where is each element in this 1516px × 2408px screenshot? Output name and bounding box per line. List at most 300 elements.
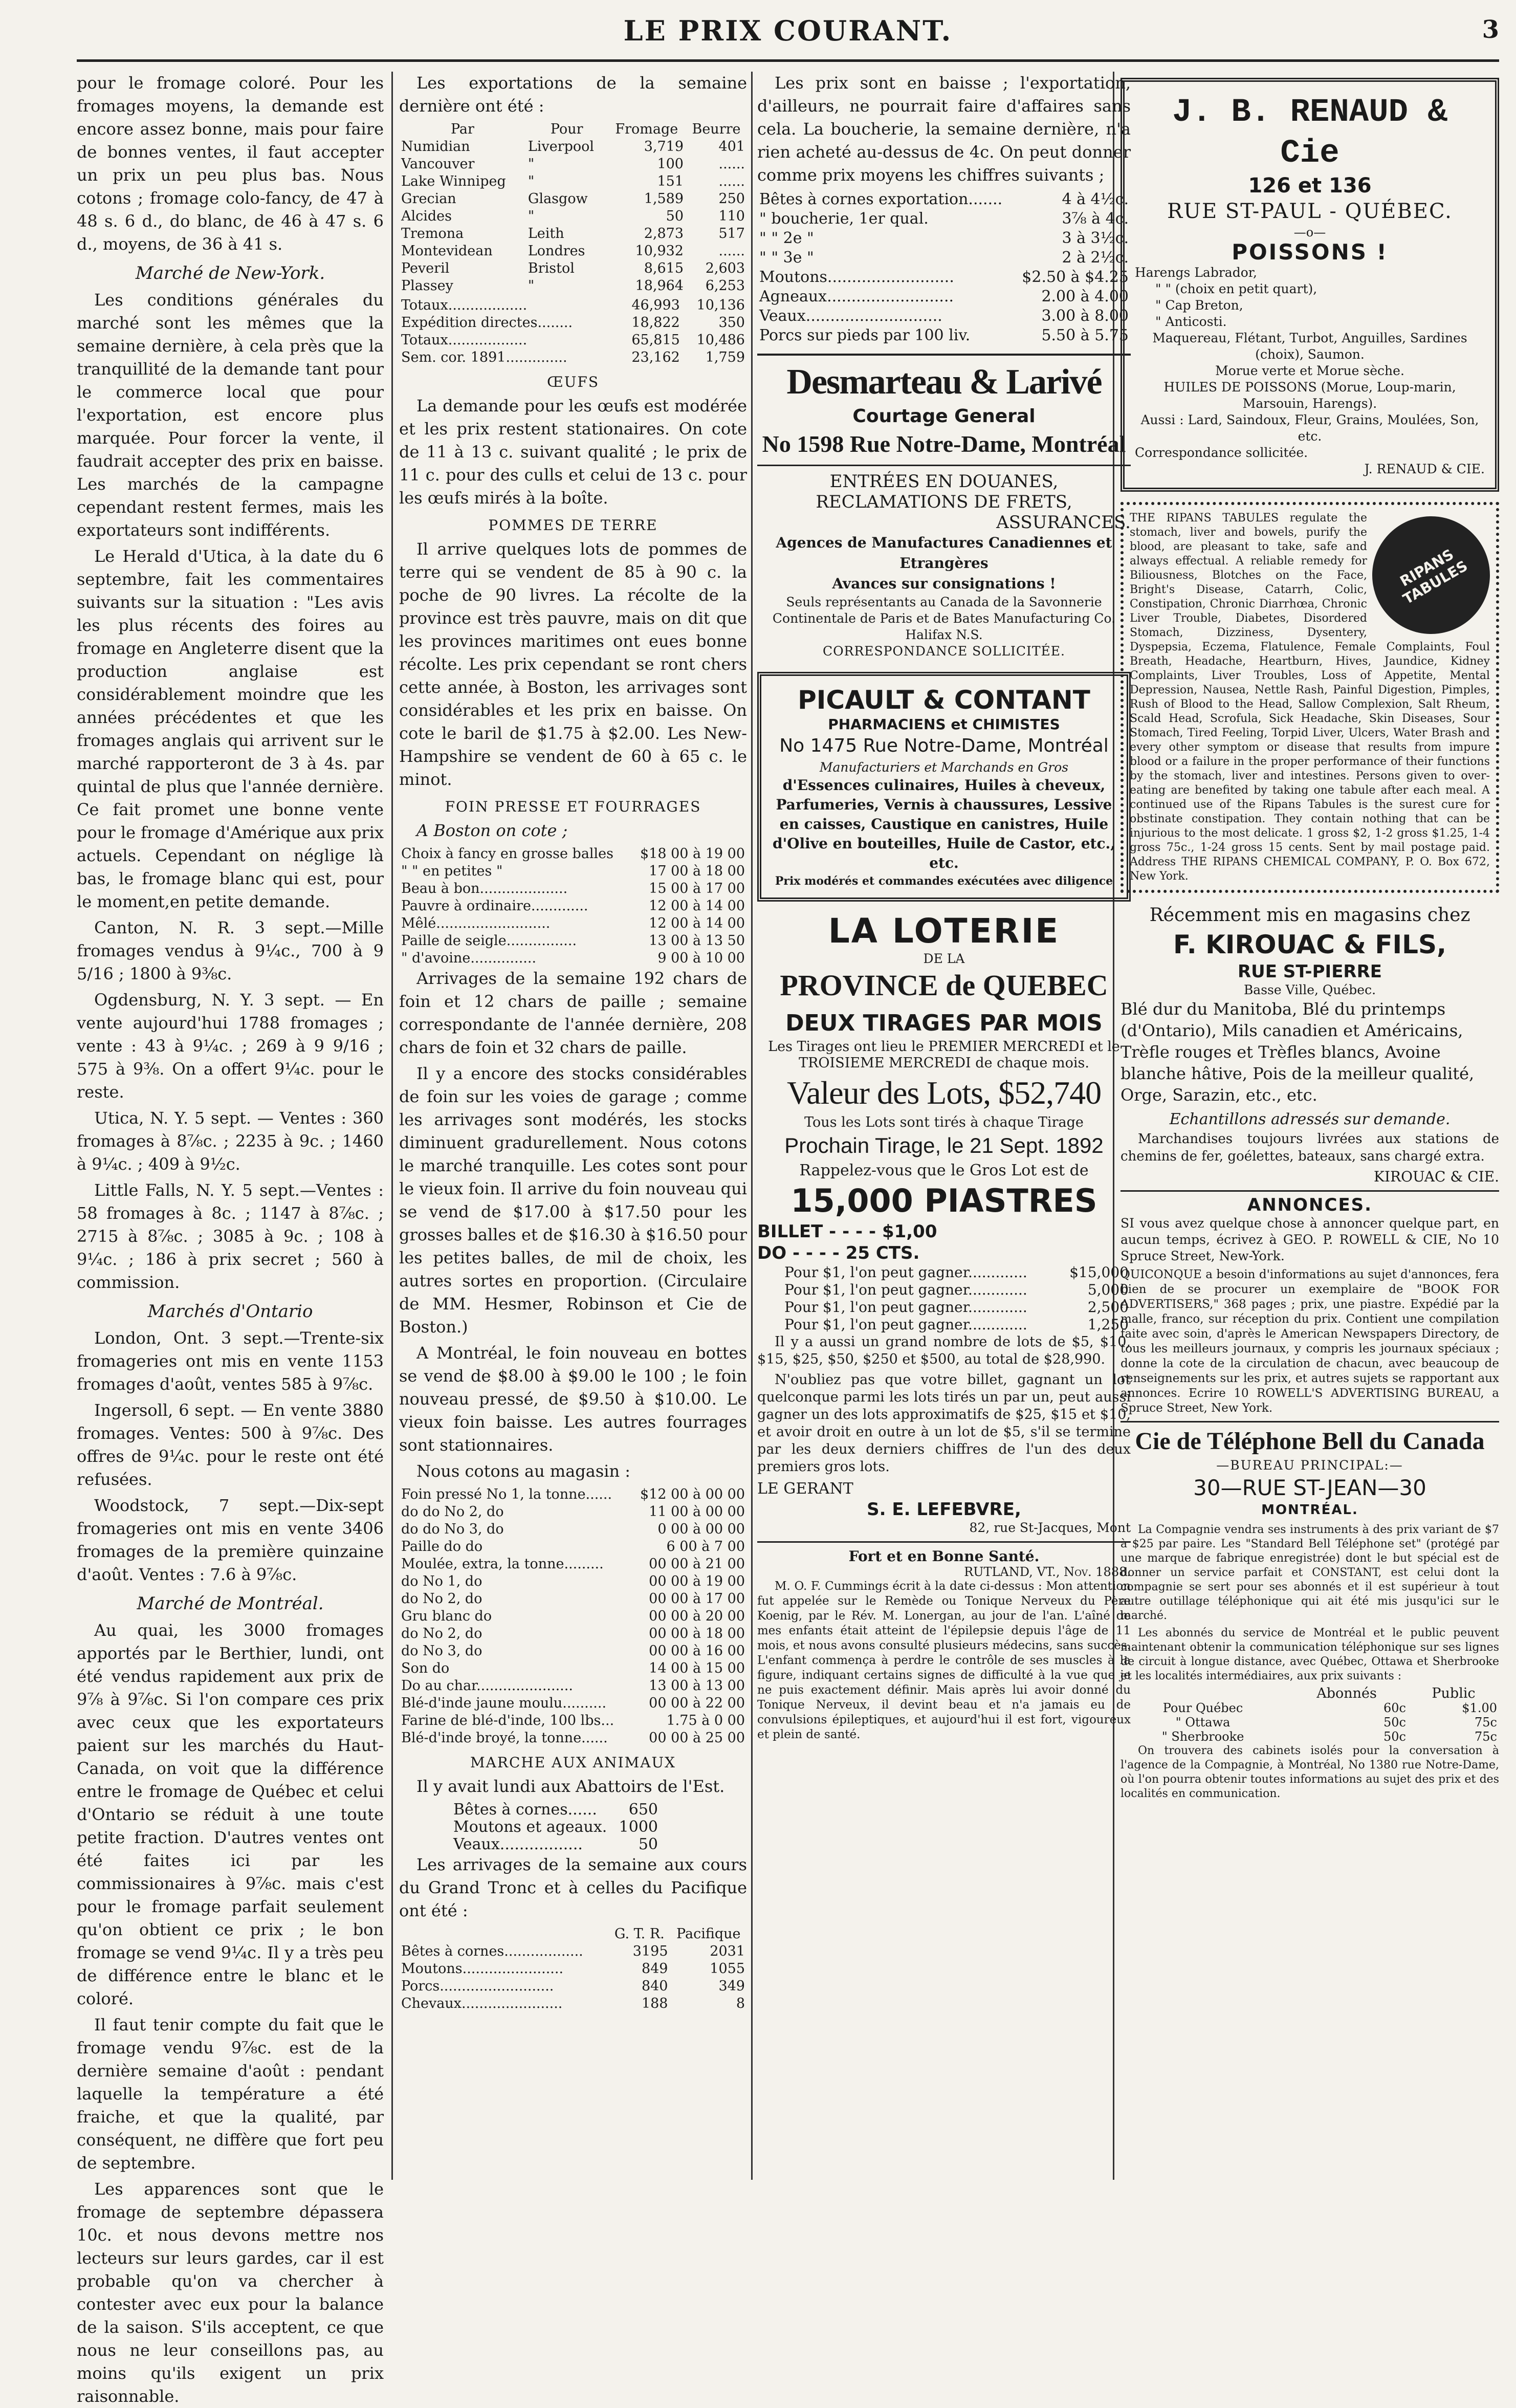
table-cell: 18,964 — [635, 278, 684, 294]
table-cell: 4 à 4½c. — [1062, 190, 1129, 208]
table-cell: 1000 — [619, 1818, 658, 1836]
table-row — [399, 1556, 747, 1573]
table-cell: Pour $1, l'on peut gagner............. — [784, 1299, 1027, 1316]
table-cell: Londres — [528, 243, 585, 259]
table-cell: 13 00 à 13 00 — [649, 1678, 745, 1694]
table-cell: Leith — [528, 226, 564, 242]
table-row — [399, 332, 747, 349]
ad-line: LE GERANT — [757, 1480, 853, 1498]
table-cell: Beau à bon.................... — [401, 881, 568, 896]
table-cell: 00 00 à 21 00 — [649, 1556, 745, 1572]
table-row — [399, 950, 747, 967]
paragraph: La demande pour les œufs est modérée et les prix restent stationaires. On cote de 11 à 13 c. suivant qualité ; le prix de 11 c. pour des culls et celui de 13 c. pour les œufs mirés à la boîte. — [399, 396, 747, 508]
column-4 — [1120, 72, 1499, 2180]
table-row — [757, 307, 1131, 326]
table-cell: $1.00 — [1462, 1701, 1497, 1715]
table-header-cell: Public — [1432, 1685, 1476, 1701]
arrivals-rows — [399, 1943, 747, 2012]
exports-totals — [399, 297, 747, 366]
table-cell: ...... — [718, 156, 745, 172]
table-cell: 00 00 à 16 00 — [649, 1643, 745, 1659]
table-cell: Veaux................. — [453, 1835, 583, 1853]
ad-line: Tous les Lots sont tirés à chaque Tirage — [804, 1114, 1084, 1130]
table-cell: 3195 — [632, 1943, 668, 1959]
table-cell: Bêtes à cornes.................. — [401, 1943, 583, 1959]
table-cell: Paille de seigle................ — [401, 933, 577, 949]
ad-address: No 1598 Rue Notre-Dame, Montréal — [762, 431, 1126, 457]
ad-line: RECLAMATIONS DE FRETS, — [816, 492, 1072, 512]
table-row — [399, 1608, 747, 1625]
rates-rows — [1120, 1701, 1499, 1744]
paragraph: La Compagnie vendra ses instruments à des prix variant de $7 à $25 par paire. Les "Standard Bell Téléphone set" (protégé par une marque de fabrique enregistrée) dont le but spécial est de donner un service parfait et CONSTANT, est celui dont la compagnie se sert pour ses abonnés et il est supérieur à tout autre outillage téléphonique qui ait été mis jusqu'ici sur le marché. — [1120, 1523, 1499, 1622]
column-3 — [757, 72, 1131, 2180]
table-cell: Totaux.................. — [401, 297, 528, 313]
ad-line: " Anticosti. — [1155, 314, 1227, 329]
table-cell: 2 à 2½c. — [1062, 249, 1129, 267]
paragraph: Les conditions générales du marché sont les mêmes que la semaine dernière, à cela près que la tranquillité de la demande tant pour le commerce local que pour l'exportation, est encore plus marquée. Pour forcer la vente, il faudrait accepter des prix en baisse. Les marchés de la campagne cependant restent fermes, mais les exportateurs sont indifférents. — [77, 290, 384, 540]
ad-line: " " (choix en petit quart), — [1155, 281, 1317, 296]
table-cell: 50c — [1383, 1715, 1406, 1730]
table-row — [399, 260, 747, 277]
table-cell: Sem. cor. 1891.............. — [401, 349, 567, 365]
paragraph: pour le fromage coloré. Pour les fromages moyens, la demande est encore assez bonne, mais pour faire de bonnes ventes, il faut accepter un prix un peu plus bas. Nous cotons ; fromage colo-fancy, de 47 à 48 s. 6 d., do blanc, de 46 à 47 s. 6 d., moyens, de 36 à 41 s. — [77, 73, 384, 254]
paragraph: Arrivages de la semaine 192 chars de foin et 12 chars de paille ; semaine correspondante de l'année dernière, 208 chars de foin et 32 chars de paille. — [399, 969, 747, 1057]
table-row — [757, 326, 1131, 345]
ad-title: Desmarteau & Larivé — [786, 362, 1102, 402]
paragraph: Blé dur du Manitoba, Blé du printemps (d'Ontario), Mils canadien et Américains, Trèfle rouges et Trèfles blancs, Avoine blanche hâtive, Pois de la meilleur qualité, Orge, Sarazin, etc., etc. — [1120, 999, 1475, 1105]
table-row — [399, 349, 747, 366]
table-row — [399, 1486, 747, 1503]
table-cell: " — [528, 156, 535, 172]
paragraph: SI vous avez quelque chose à annoncer quelque part, en aucun temps, écrivez à GEO. P. ROWELL & CIE, No 10 Spruce Street, New-York. — [1120, 1216, 1499, 1263]
table-cell: Bêtes à cornes exportation....... — [759, 190, 1003, 208]
ad-line: Manufacturiers et Marchands en Gros — [819, 760, 1069, 775]
paragraph: Il y a aussi un grand nombre de lots de $5, $10, $15, $25, $50, $250 et $500, au total de $28,990. — [757, 1334, 1131, 1367]
ad-bell — [1120, 1426, 1499, 1801]
table-cell: ...... — [718, 243, 745, 259]
rates-table — [1120, 1687, 1499, 1744]
table-cell: " — [528, 173, 535, 189]
ad-line: Les Tirages ont lieu le PREMIER MERCREDI et le TROISIEME MERCREDI de chaque mois. — [768, 1039, 1120, 1071]
paragraph: Nous cotons au magasin : — [416, 1461, 631, 1481]
ad-line: 126 et 136 — [1248, 174, 1372, 198]
table-cell: 50 — [638, 1835, 658, 1853]
ad-ripans — [1120, 502, 1499, 893]
table-cell: Mêlé.......................... — [401, 915, 551, 931]
table-row — [399, 297, 747, 314]
paragraph: Ingersoll, 6 sept. — En vente 3880 fromages. Ventes: 500 à 9⅞c. Des offres de 9¼c. pour le reste ont été refusées. — [77, 1400, 384, 1489]
exports-total-rows — [399, 297, 747, 366]
ad-line: Maquereau, Flétant, Turbot, Anguilles, Sardines (choix), Saumon. — [1152, 331, 1467, 362]
paragraph: M. O. F. Cummings écrit à la date ci-dessus : Mon attention fut appelée sur le Remède ou Tonique Nerveux du Père Koenig, par le Rév. M. Lonergan, au jour de l'an. L'aîné de mes enfants était atteint de l'épilepsie depuis l'âge de 11 mois, et nous avons consulté plusieurs médecins, sans succès. L'enfant commença à perdre le contrôle de ses muscles à la figure, indiquant certains signes de difficulté à la vue que je ne puis exactement définir. Mais après lui avoir donné du Tonique Nerveux, il devint beau et n'a jamais eu de convulsions épileptiques, et aujourd'hui il est fort, vigoureux et plein de santé. — [757, 1580, 1131, 1741]
table-cell: $12 00 à 00 00 — [640, 1486, 745, 1502]
table-cell: 350 — [718, 315, 745, 331]
ad-line: BILLET - - - - $1,00 — [757, 1221, 937, 1242]
table-cell: 250 — [718, 191, 745, 207]
table-row — [399, 208, 747, 225]
table-cell: $15,000 — [1069, 1264, 1129, 1281]
table-cell: Pour $1, l'on peut gagner............. — [784, 1264, 1027, 1281]
table-row — [399, 225, 747, 243]
table-header-cell: Fromage — [615, 121, 678, 137]
table-cell: " Ottawa — [1175, 1715, 1231, 1730]
divider — [1120, 1190, 1499, 1192]
table-header-row — [399, 121, 747, 138]
table-header-cell: Pacifique — [676, 1926, 741, 1942]
paragraph: On trouvera des cabinets isolés pour la conversation à l'agence de la Compagnie, à Montréal, No 1380 rue Notre-Dame, où l'on pourra obtenir toutes informations au sujet des prix et des localités en communication. — [1120, 1744, 1499, 1800]
table-cell: " boucherie, 1er qual. — [759, 210, 929, 228]
table-cell: 1,250 — [1087, 1316, 1129, 1333]
table-cell: do do No 3, do — [401, 1521, 504, 1537]
table-row — [399, 897, 747, 915]
table-row — [1120, 1715, 1499, 1730]
table-cell: Veaux............................ — [759, 307, 942, 325]
divider — [1120, 1421, 1499, 1422]
table-header-cell: Pour — [550, 121, 583, 137]
ad-line: Prochain Tirage, le 21 Sept. 1892 — [784, 1133, 1104, 1157]
annonces — [1120, 1195, 1499, 1416]
table-cell: 12 00 à 14 00 — [649, 915, 745, 931]
table-cell: " " en petites " — [401, 863, 503, 879]
table-cell: do No 3, do — [401, 1643, 482, 1659]
table-cell: 9 00 à 10 00 — [657, 950, 745, 966]
paragraph: Il y a encore des stocks considérables de foin sur les voies de garage ; comme les arrivages sont modérés, les stocks diminuent gradurellement. Nous cotons le marché tranquille. Les cotes sont pour le vieux foin. Il arrive du foin nouveau qui se vend de $17.00 à $17.50 pour les grosses balles et de $16.30 à $16.50 pour les petites balles, de mil de choix, les autres sortes en proportion. (Circulaire de MM. Hesmer, Robinson et Cie de Boston.) — [399, 1064, 747, 1337]
table-row — [399, 1643, 747, 1660]
table-row — [399, 915, 747, 932]
table-cell: 2.00 à 4.00 — [1041, 288, 1129, 305]
table-cell: Plassey — [401, 278, 453, 294]
divider — [757, 354, 1131, 356]
table-header-cell: Beurre — [692, 121, 741, 137]
table-row — [399, 1503, 747, 1521]
section-heading: ŒUFS — [546, 374, 600, 390]
ad-kirouac — [1120, 903, 1499, 1185]
table-header-cell — [1120, 1687, 1285, 1701]
ad-line: MONTRÉAL. — [1261, 1502, 1358, 1518]
table-cell: 840 — [641, 1978, 668, 1994]
table-row — [399, 1660, 747, 1677]
table-cell: Agneaux.......................... — [759, 288, 954, 305]
table-cell: Do au char...................... — [401, 1678, 573, 1694]
table-cell: do No 2, do — [401, 1591, 482, 1607]
table-cell: 75c — [1475, 1730, 1497, 1744]
table-row — [399, 1695, 747, 1712]
exports-rows — [399, 138, 747, 295]
table-header-cell: G. T. R. — [614, 1926, 665, 1942]
table-cell: 00 00 à 25 00 — [649, 1730, 745, 1746]
ad-title: F. KIROUAC & FILS, — [1173, 930, 1447, 959]
table-cell: 00 00 à 17 00 — [649, 1591, 745, 1607]
ad-line: KIROUAC & CIE. — [1374, 1168, 1499, 1185]
table-cell: 5.50 à 5.75 — [1041, 326, 1129, 344]
paragraph: Canton, N. R. 3 sept.—Mille fromages vendus à 9¼c., 700 à 9 5/16 ; 1800 à 9⅜c. — [77, 918, 384, 983]
paragraph: London, Ont. 3 sept.—Trente-six fromageries ont mis en vente 1153 fromages d'août, ventes 585 à 9⅞c. — [77, 1328, 384, 1394]
ad-address: No 1475 Rue Notre-Dame, Montréal — [779, 735, 1109, 756]
section-heading: MARCHE AUX ANIMAUX — [470, 1754, 676, 1771]
ad-title: S. E. LEFEBVRE, — [867, 1499, 1021, 1520]
table-cell: Foin pressé No 1, la tonne...... — [401, 1486, 612, 1502]
ad-line: " Cap Breton, — [1155, 298, 1243, 313]
ad-value: Valeur des Lots, $52,740 — [786, 1075, 1102, 1111]
table-cell: Pour $1, l'on peut gagner............. — [784, 1281, 1027, 1298]
livestock-prices-rows — [757, 190, 1131, 345]
ad-line: d'Essences culinaires, Huiles à cheveux, Parfumeries, Vernis à chaussures, Lessive en caisses, Caustique en canistres, Huile d'Olive en bouteilles, Huile de Castor, etc., etc. — [772, 777, 1115, 871]
ad-line: CORRESPONDANCE SOLLICITÉE. — [823, 644, 1065, 659]
table-cell: " Sherbrooke — [1161, 1730, 1244, 1744]
table-cell: 00 00 à 22 00 — [649, 1695, 745, 1711]
table-cell: 401 — [718, 139, 745, 155]
paragraph: Marchandises toujours livrées aux stations de chemins de fer, goélettes, bateaux, sans chargé extra. — [1120, 1131, 1499, 1164]
table-cell: 8 — [736, 1996, 745, 2011]
ad-desmarteau — [757, 361, 1131, 660]
table-cell: 2,873 — [644, 226, 684, 242]
ad-title: J. B. RENAUD & Cie — [1172, 94, 1447, 172]
ad-line: Seuls représentants au Canada de la Savonnerie Continentale de Paris et de Bates Manufacturing Co. Halifax N.S. — [772, 595, 1116, 642]
ad-line: Harengs Labrador, — [1135, 265, 1257, 280]
paragraph: Little Falls, N. Y. 5 sept.—Ventes : 58 fromages à 8c. ; 1147 à 8⅞c. ; 2715 à 8⅞c. ; 3085 à 9c. ; 108 à 9¼c. ; 186 à prix secret ; 560 à commission. — [77, 1180, 384, 1292]
ad-subtitle: POISSONS ! — [1232, 239, 1388, 265]
table-cell: Pour Québec — [1162, 1701, 1243, 1715]
table-cell: 00 00 à 20 00 — [649, 1608, 745, 1624]
section-heading: Marchés d'Ontario — [147, 1301, 313, 1322]
table-row — [399, 845, 747, 863]
divider — [757, 1541, 1131, 1543]
table-cell: 11 00 à 00 00 — [649, 1504, 745, 1520]
table-cell: Glasgow — [528, 191, 588, 207]
table-row — [757, 1281, 1131, 1299]
table-cell: 1055 — [710, 1961, 745, 1977]
paragraph: Woodstock, 7 sept.—Dix-sept fromageries ont mis en vente 3406 fromages de la première quinzaine d'août. Ventes : 7.6 à 9⅞c. — [77, 1496, 384, 1584]
table-cell: 3.00 à 8.00 — [1041, 307, 1129, 325]
table-row — [757, 268, 1131, 287]
table-cell: Porcs sur pieds par 100 liv. — [759, 326, 971, 344]
table-cell: 110 — [718, 208, 745, 224]
paragraph: A Montréal, le foin nouveau en bottes se vend de $8.00 à $9.00 le 100 ; le foin nouveau pressé, de $9.50 à $10.00. Le vieux foin baisse. Les autres fourrages sont stationnaires. — [399, 1343, 747, 1455]
page-header — [77, 10, 1499, 62]
table-cell: Tremona — [401, 226, 464, 242]
table-cell: Blé-d'inde broyé, la tonne...... — [401, 1730, 608, 1746]
store-prices-rows — [399, 1486, 747, 1747]
table-row — [757, 1264, 1131, 1281]
table-row — [399, 1730, 747, 1747]
table-cell: 46,993 — [631, 297, 680, 313]
table-cell: ...... — [718, 173, 745, 189]
table-row — [399, 1677, 747, 1695]
prizes-rows — [757, 1264, 1131, 1333]
table-cell: 2031 — [710, 1943, 745, 1959]
paragraph: Le Herald d'Utica, à la date du 6 septembre, fait les commentaires suivants sur la situation : "Les avis les plus récents des foires au fromage en Angleterre disent que la production anglaise est considérablement moindre que les années précédentes et que les fromages anglais qui arrivent sur le marché rapporteront de 3 à 4s. par quintal de plus que l'année dernière. Ce fait promet une bonne vente pour le fromage d'Amérique aux prix actuels. Cependant on néglige là bas, le fromage blanc qui est, pour le moment,en petite demande. — [77, 546, 384, 911]
table-cell: $18 00 à 19 00 — [640, 846, 745, 862]
ad-line: Rappelez-vous que le Gros Lot est de — [799, 1162, 1089, 1179]
divider: —o— — [1293, 225, 1326, 239]
table-cell: " d'avoine............... — [401, 950, 537, 966]
column-1 — [77, 72, 384, 2406]
table-row — [399, 1960, 747, 1978]
table-cell: Expédition directes........ — [401, 315, 573, 331]
table-cell: 65,815 — [631, 332, 680, 348]
table-cell: 100 — [657, 156, 684, 172]
table-cell: 3,719 — [644, 139, 684, 155]
table-cell: 18,822 — [631, 315, 680, 331]
paragraph: Utica, N. Y. 5 sept. — Ventes : 360 fromages à 8⅞c. ; 2235 à 9c. ; 1460 à 9¼c. ; 409 à 9½c. — [77, 1108, 384, 1174]
paragraph: QUICONQUE a besoin d'informations au sujet d'annonces, fera bien de se procurer un exemplaire de "BOOK FOR ADVERTISERS," 368 pages ; prix, une piastre. Expédié par la malle, franco, sur réception du prix. Contient une compilation faite avec soin, d'après le American Newspapers Directory, de tous les meilleurs journaux, y compris les journaux spéciaux ; donne la cote de la circulation de chacun, avec beaucoup de renseignements sur les prix, et autres sujets se rapportant aux annonces. Ecrire 10 ROWELL'S ADVERTISING BUREAU, a Spruce Street, New York. — [1120, 1268, 1499, 1415]
ad-line: Basse Ville, Québec. — [1243, 982, 1376, 997]
table-cell: Paille do do — [401, 1539, 483, 1555]
table-cell: Bristol — [528, 260, 575, 276]
ad-line: HUILES DE POISSONS (Morue, Loup-marin, Marsouin, Harengs). — [1163, 380, 1456, 411]
ad-line: Correspondance sollicitée. — [1135, 445, 1308, 460]
table-cell: 3⅞ à 4c. — [1062, 210, 1129, 228]
table-row — [399, 314, 747, 332]
ad-subtitle: Courtage General — [852, 406, 1036, 427]
section-heading: Marché de Montréal. — [137, 1593, 324, 1614]
table-cell: Pauvre à ordinaire............. — [401, 898, 588, 914]
exports-table — [399, 121, 747, 295]
table-row — [757, 248, 1131, 268]
ripans-logo: RIPANS TABULES — [1351, 495, 1511, 655]
table-cell: 6,253 — [705, 278, 745, 294]
table-row — [399, 1625, 747, 1643]
table-header-cell — [399, 1925, 609, 1943]
table-cell: 10,486 — [696, 332, 745, 348]
ad-title: PICAULT & CONTANT — [798, 685, 1090, 715]
table-cell: 13 00 à 13 50 — [649, 933, 745, 949]
table-row — [399, 156, 747, 173]
table-row — [451, 1819, 660, 1836]
paragraph: A Boston on cote ; — [416, 821, 568, 840]
table-row — [451, 1801, 660, 1819]
prizes-table — [757, 1264, 1131, 1333]
table-header-cell: Par — [450, 121, 474, 137]
paragraph: Au quai, les 3000 fromages apportés par le Berthier, lundi, ont été vendus rapidement aux prix de 9⅞ à 9⅞c. Si l'on compare ces prix avec ceux que les exportateurs paient sur les marchés du Haut-Canada, on voit que la différence entre le fromage de Québec et celui d'Ontario se réduit à une toute petite fraction. D'autres ventes ont été faites ici par les commissionaires à 9⅞c. mais c'est pour le fromage parfait seulement qu'on obtient ce prix ; le bon fromage se vend 9¼c. Il y a très peu de différence entre le blanc et le coloré. — [77, 1621, 384, 2008]
table-cell: Choix à fancy en grosse balles — [401, 846, 614, 862]
table-cell: Gru blanc do — [401, 1608, 492, 1624]
table-cell: 151 — [657, 173, 684, 189]
table-cell: Grecian — [401, 191, 456, 207]
paragraph: Les abonnés du service de Montréal et le public peuvent maintenant obtenir la communication téléphonique sur ses lignes de circuit à longue distance, avec Québec, Ottawa et Sherbrooke et les localités intermédiaires, aux prix suivants : — [1120, 1627, 1499, 1682]
section-heading: POMMES DE TERRE — [488, 517, 658, 534]
ad-line: J. RENAUD & CIE. — [1364, 462, 1485, 476]
store-prices-table — [399, 1486, 747, 1747]
table-row — [1120, 1730, 1499, 1744]
table-cell: 14 00 à 15 00 — [649, 1660, 745, 1676]
ad-title: LA LOTERIE — [828, 911, 1060, 951]
paragraph: Il arrive quelques lots de pommes de terre qui se vendent de 85 à 90 c. la poche de 90 livres. La récolte de la province est très pauvre, mais on dit que les provinces maritimes ont eues bonne récolte. Les prix cependant se ront chers cette année, à Boston, les arrivages sont considérables et les prix en baisse. On cote le baril de $1.75 à $2.00. Les New-Hampshire se vendent de 60 à 65 c. le minot. — [399, 539, 747, 789]
table-cell: 1.75 à 0 00 — [666, 1713, 745, 1728]
table-cell: Vancouver — [401, 156, 475, 172]
ad-title: 15,000 PIASTRES — [790, 1182, 1097, 1219]
table-cell: 60c — [1383, 1701, 1406, 1715]
ad-koenig — [757, 1548, 1131, 1742]
table-cell: 188 — [641, 1996, 668, 2011]
page-number: 3 — [1482, 15, 1499, 44]
table-header-row — [399, 1925, 747, 1943]
column-2 — [399, 72, 747, 2180]
table-cell: Bêtes à cornes...... — [453, 1801, 597, 1819]
ad-line: DE LA — [923, 951, 965, 966]
table-cell: 1,759 — [705, 349, 745, 365]
ad-subtitle: RUE ST-PIERRE — [1237, 961, 1382, 982]
table-cell: 1,589 — [644, 191, 684, 207]
table-cell: Moulée, extra, la tonne......... — [401, 1556, 604, 1572]
ad-line: Avances sur consignations ! — [832, 575, 1056, 592]
table-cell: 17 00 à 18 00 — [649, 863, 745, 879]
livestock-prices-table — [757, 190, 1131, 345]
table-cell: 15 00 à 17 00 — [649, 881, 745, 896]
table-cell: Chevaux....................... — [401, 1996, 563, 2011]
table-row — [757, 190, 1131, 209]
table-cell: 349 — [718, 1978, 745, 1994]
paragraph: Ogdensburg, N. Y. 3 sept. — En vente aujourd'hui 1788 fromages ; vente : 43 à 9¼c. ; 269 à 9 9/16 ; 575 à 9⅜. On a offert 9¼c. pour le reste. — [77, 990, 384, 1102]
table-row — [757, 1299, 1131, 1316]
ad-line: DO - - - - 25 CTS. — [757, 1243, 920, 1263]
table-row — [451, 1836, 660, 1853]
table-cell: " " 3e " — [759, 249, 814, 267]
table-cell: 00 00 à 18 00 — [649, 1626, 745, 1641]
paragraph: Les arrivages de la semaine aux cours du Grand Tronc et à celles du Pacifique ont été : — [399, 1855, 747, 1920]
paragraph: Les exportations de la semaine dernière ont été : — [399, 73, 747, 116]
table-cell: 75c — [1475, 1715, 1497, 1730]
divider — [757, 465, 1131, 466]
ad-line: Echantillons adressés sur demande. — [1169, 1110, 1451, 1128]
table-cell: do No 1, do — [401, 1573, 482, 1589]
ad-line: —BUREAU PRINCIPAL:— — [1216, 1458, 1403, 1473]
table-cell: 3 à 3½c. — [1062, 229, 1129, 247]
ad-line: ASSURANCES. — [996, 512, 1131, 533]
paragraph: Il y avait lundi aux Abattoirs de l'Est. — [416, 1777, 725, 1796]
table-cell: Moutons....................... — [401, 1961, 564, 1977]
table-cell: Blé-d'inde jaune moulu.......... — [401, 1695, 607, 1711]
table-row — [757, 209, 1131, 229]
paragraph: N'oubliez pas que votre billet, gagnant un lot quelconque parmi les lots tirés un par un, peut aussi gagner un des lots approximatifs de $25, $15 et $10, et avoir droit en outre à un lot de $5, s'il se termine par les deux derniers chiffres de l'un des deux premiers gros lots. — [757, 1372, 1131, 1475]
section-heading: Marché de New-York. — [135, 263, 325, 283]
ad-picault — [757, 672, 1131, 902]
table-cell: $2.50 à $4.25 — [1022, 268, 1129, 286]
column-rule — [391, 72, 393, 2180]
table-row — [757, 1316, 1131, 1333]
table-cell: " " 2e " — [759, 229, 814, 247]
table-cell: do do No 2, do — [401, 1504, 504, 1520]
paragraph: Les apparences sont que le fromage de septembre dépassera 10c. et nous devons mettre nos lecteurs sur leurs gardes, car il est probable qu'on va chercher à contester avec eux pour la balance de la saison. S'ils acceptent, ce que nous ne leur conseillons pas, au moins qu'ils exigent un prix raisonnable. — [77, 2179, 384, 2406]
table-row — [757, 229, 1131, 248]
ad-subtitle: DEUX TIRAGES PAR MOIS — [785, 1010, 1103, 1036]
table-cell: Porcs.......................... — [401, 1978, 554, 1994]
table-cell: Numidian — [401, 139, 470, 155]
ad-line: Prix modérés et commandes exécutées avec diligence — [775, 874, 1113, 888]
table-cell: Moutons et ageaux. — [453, 1818, 607, 1836]
table-cell: Peveril — [401, 260, 450, 276]
table-row — [399, 880, 747, 897]
table-cell: 8,615 — [644, 260, 684, 276]
animals-rows — [451, 1801, 660, 1853]
table-row — [399, 932, 747, 950]
table-cell: 650 — [628, 1801, 658, 1819]
table-cell: Pour $1, l'on peut gagner............. — [784, 1316, 1027, 1333]
table-cell: Son do — [401, 1660, 450, 1676]
table-cell: 517 — [718, 226, 745, 242]
table-row — [399, 1538, 747, 1556]
table-cell: 10,932 — [635, 243, 684, 259]
masthead-title: LE PRIX COURANT. — [623, 14, 953, 47]
boston-hay-rows — [399, 845, 747, 967]
table-row — [399, 1943, 747, 1960]
table-row — [399, 243, 747, 260]
paragraph: Les prix sont en baisse ; l'exportation, d'ailleurs, ne pourrait faire d'affaires sans cela. La boucherie, la semaine dernière, n'a rien acheté au-dessus de 4c. On peut donner comme prix moyens les chiffres suivants ; — [757, 73, 1131, 185]
ad-address: 82, rue St-Jacques, Mont — [969, 1520, 1131, 1535]
table-cell: 23,162 — [631, 349, 680, 365]
ad-line: Agences de Manufactures Canadiennes et Etrangères — [776, 534, 1112, 572]
ad-title: Cie de Téléphone Bell du Canada — [1135, 1428, 1485, 1455]
